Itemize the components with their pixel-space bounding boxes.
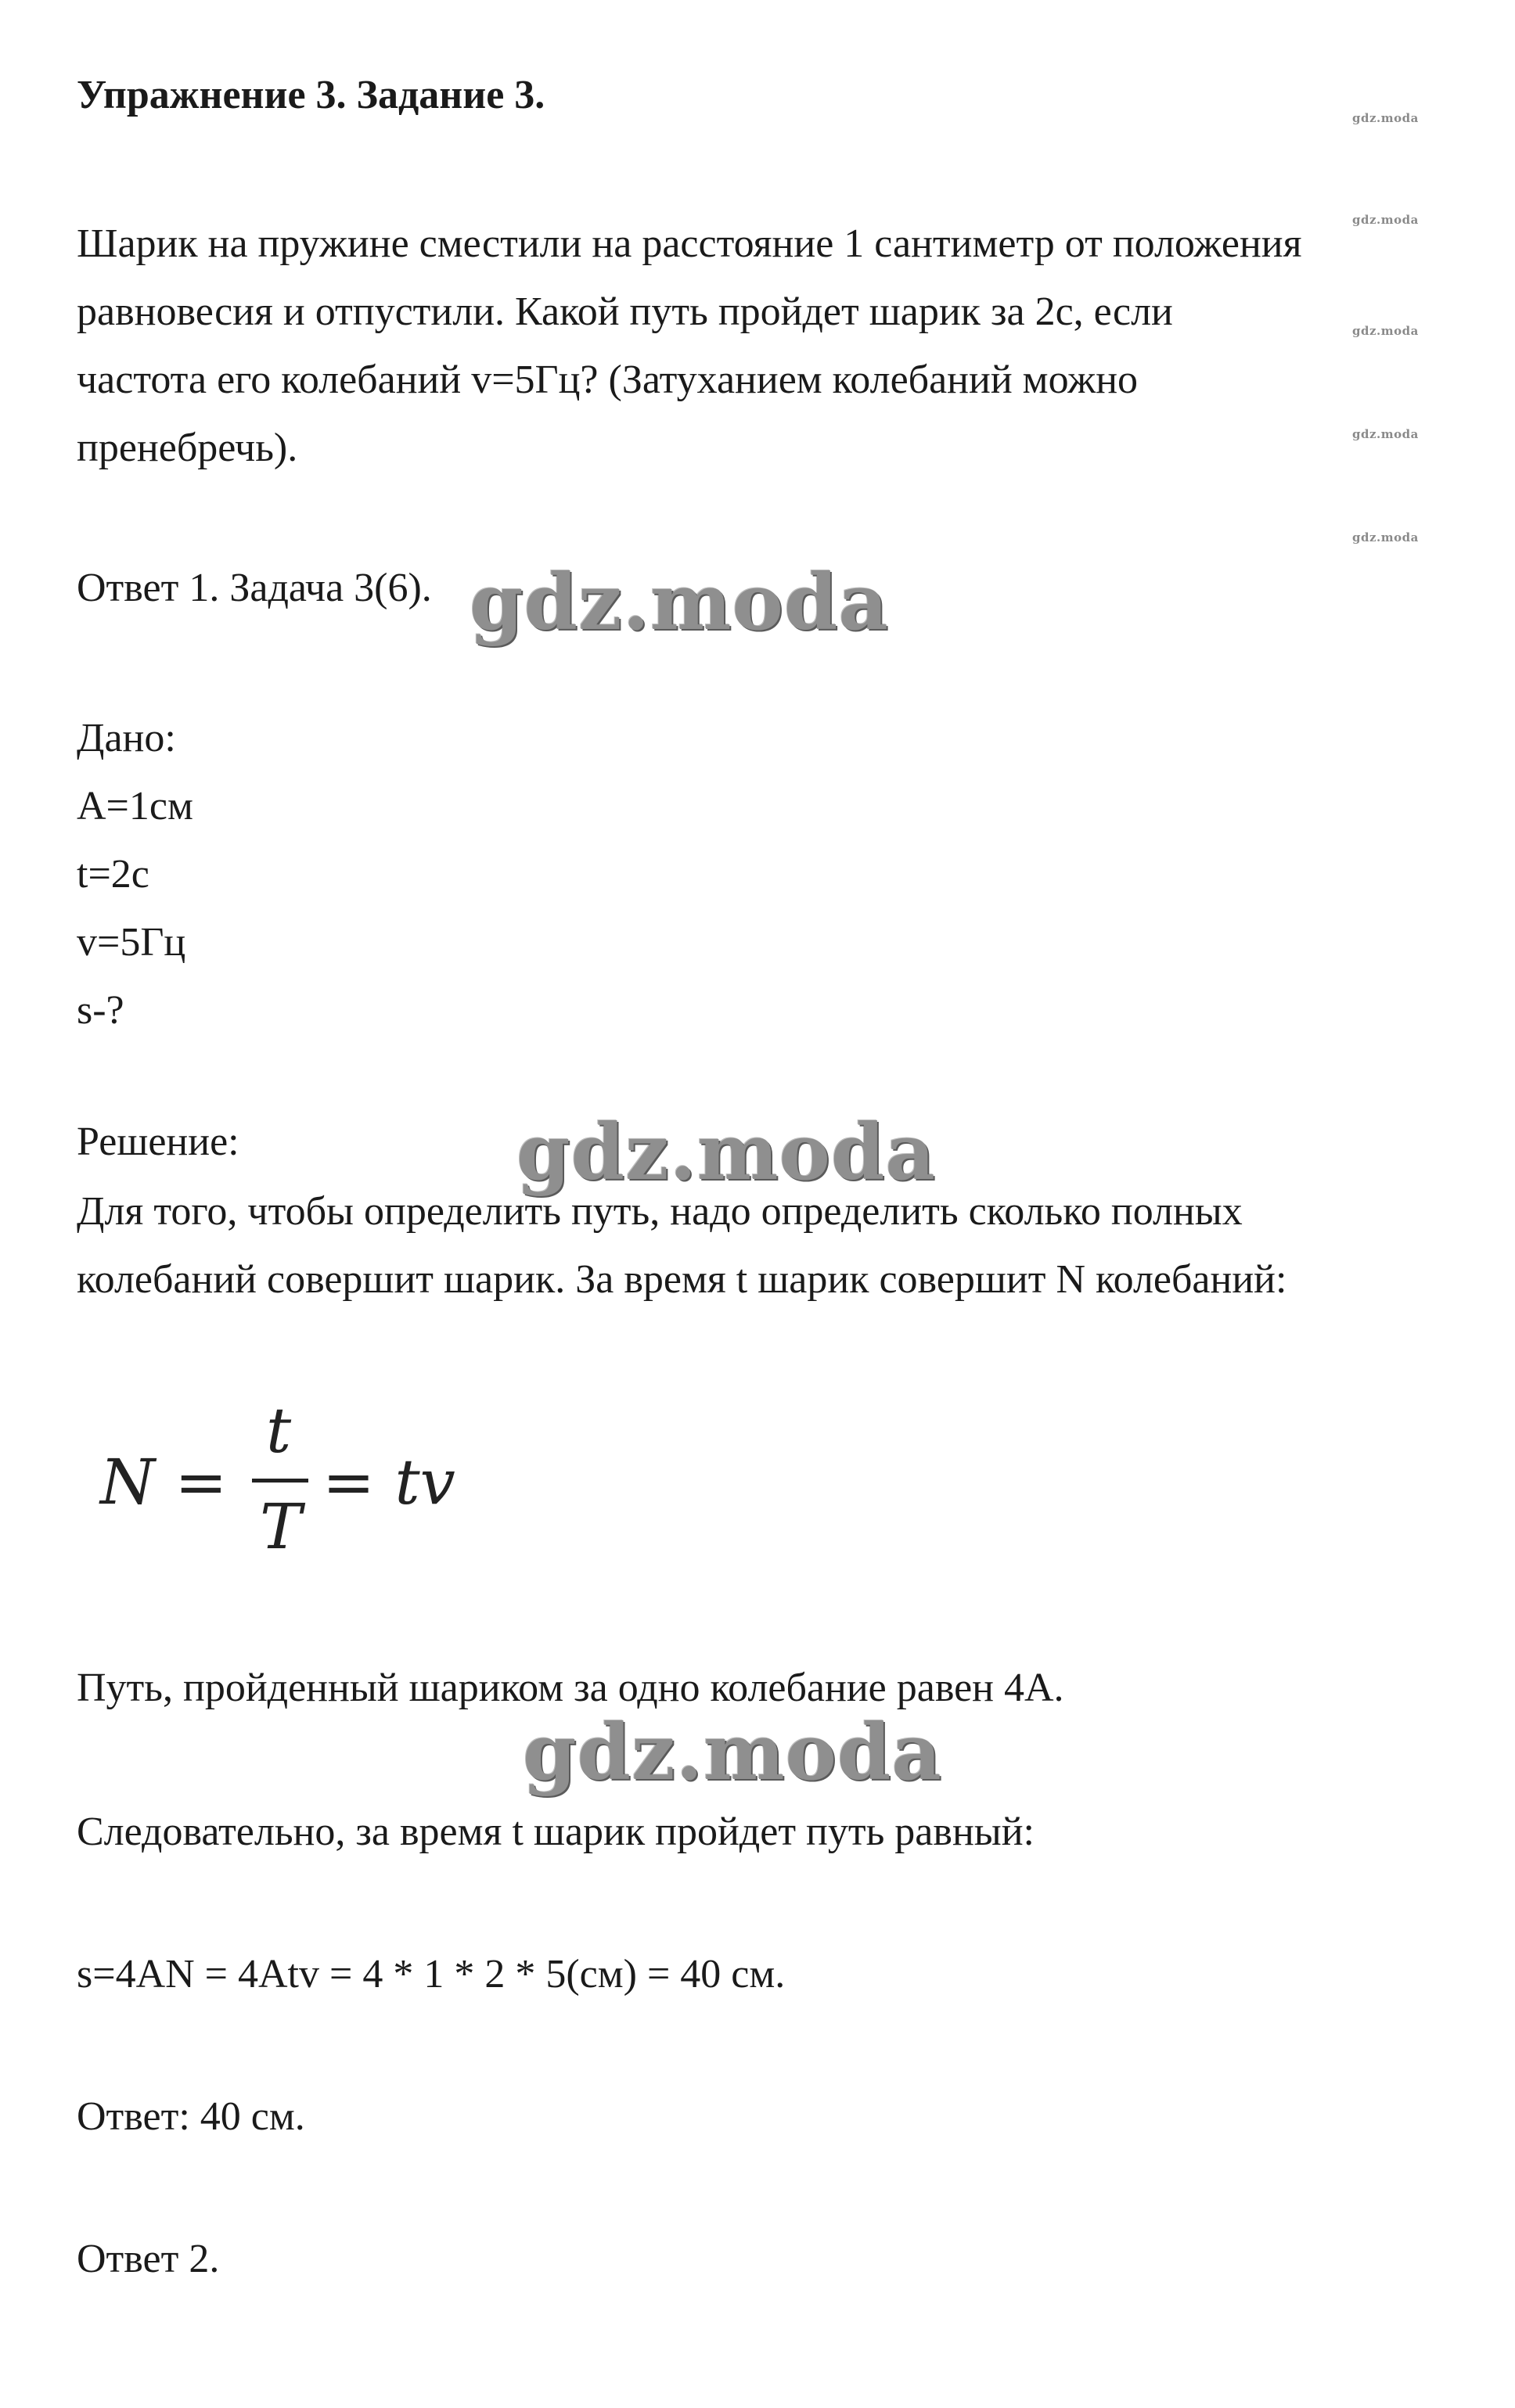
- formula-numerator: t: [266, 1394, 292, 1467]
- answer1-label: Ответ 1. Задача 3(6).: [77, 566, 432, 610]
- problem-line: равновесия и отпустили. Какой путь пройдет шарик за 2с, если: [77, 289, 1173, 334]
- watermark-small: gdz.moda: [1352, 111, 1419, 125]
- watermark-small: gdz.moda: [1352, 427, 1419, 441]
- given-item: v=5Гц: [77, 920, 186, 965]
- answer2-label: Ответ 2.: [77, 2237, 220, 2281]
- given-item: A=1см: [77, 784, 193, 828]
- solution-intro: [77, 1177, 1286, 1314]
- given-item: s-?: [77, 988, 124, 1033]
- given-label: Дано:: [77, 716, 176, 760]
- problem-line: Шарик на пружине сместили на расстояние 1 сантиметр от положения: [77, 221, 1302, 266]
- given-block: [77, 704, 193, 1044]
- problem-line: пренебречь).: [77, 426, 298, 470]
- watermark-large: gdz.moda: [470, 558, 889, 648]
- solution-label: Решение:: [77, 1120, 239, 1164]
- watermark-small: gdz.moda: [1352, 213, 1419, 227]
- given-item: t=2c: [77, 852, 149, 897]
- consequently-text: Следовательно, за время t шарик пройдет путь равный:: [77, 1810, 1035, 1854]
- solution-line: колебаний совершит шарик. За время t шарик совершит N колебаний:: [77, 1257, 1287, 1302]
- watermark-large: gdz.moda: [523, 1708, 942, 1798]
- solution-line: Для того, чтобы определить путь, надо определить сколько полных: [77, 1189, 1243, 1234]
- page-title: Упражнение 3. Задание 3.: [77, 73, 545, 117]
- watermark-small: gdz.moda: [1352, 324, 1419, 338]
- formula-lhs: N =: [100, 1446, 228, 1518]
- problem-statement: [77, 210, 1302, 482]
- watermark-small: gdz.moda: [1352, 530, 1419, 544]
- formula-rhs: = tv: [322, 1446, 455, 1518]
- formula-denominator: T: [260, 1490, 302, 1563]
- problem-line: частота его колебаний v=5Гц? (Затуханием колебаний можно: [77, 358, 1139, 402]
- path-one-oscillation: Путь, пройденный шариком за одно колебание равен 4А.: [77, 1666, 1064, 1710]
- fraction-bar: [252, 1479, 308, 1483]
- result-equation: s=4AN = 4Atv = 4 * 1 * 2 * 5(см) = 40 см.: [77, 1952, 786, 1996]
- final-answer: Ответ: 40 см.: [77, 2094, 305, 2139]
- watermark-large: gdz.moda: [516, 1108, 936, 1198]
